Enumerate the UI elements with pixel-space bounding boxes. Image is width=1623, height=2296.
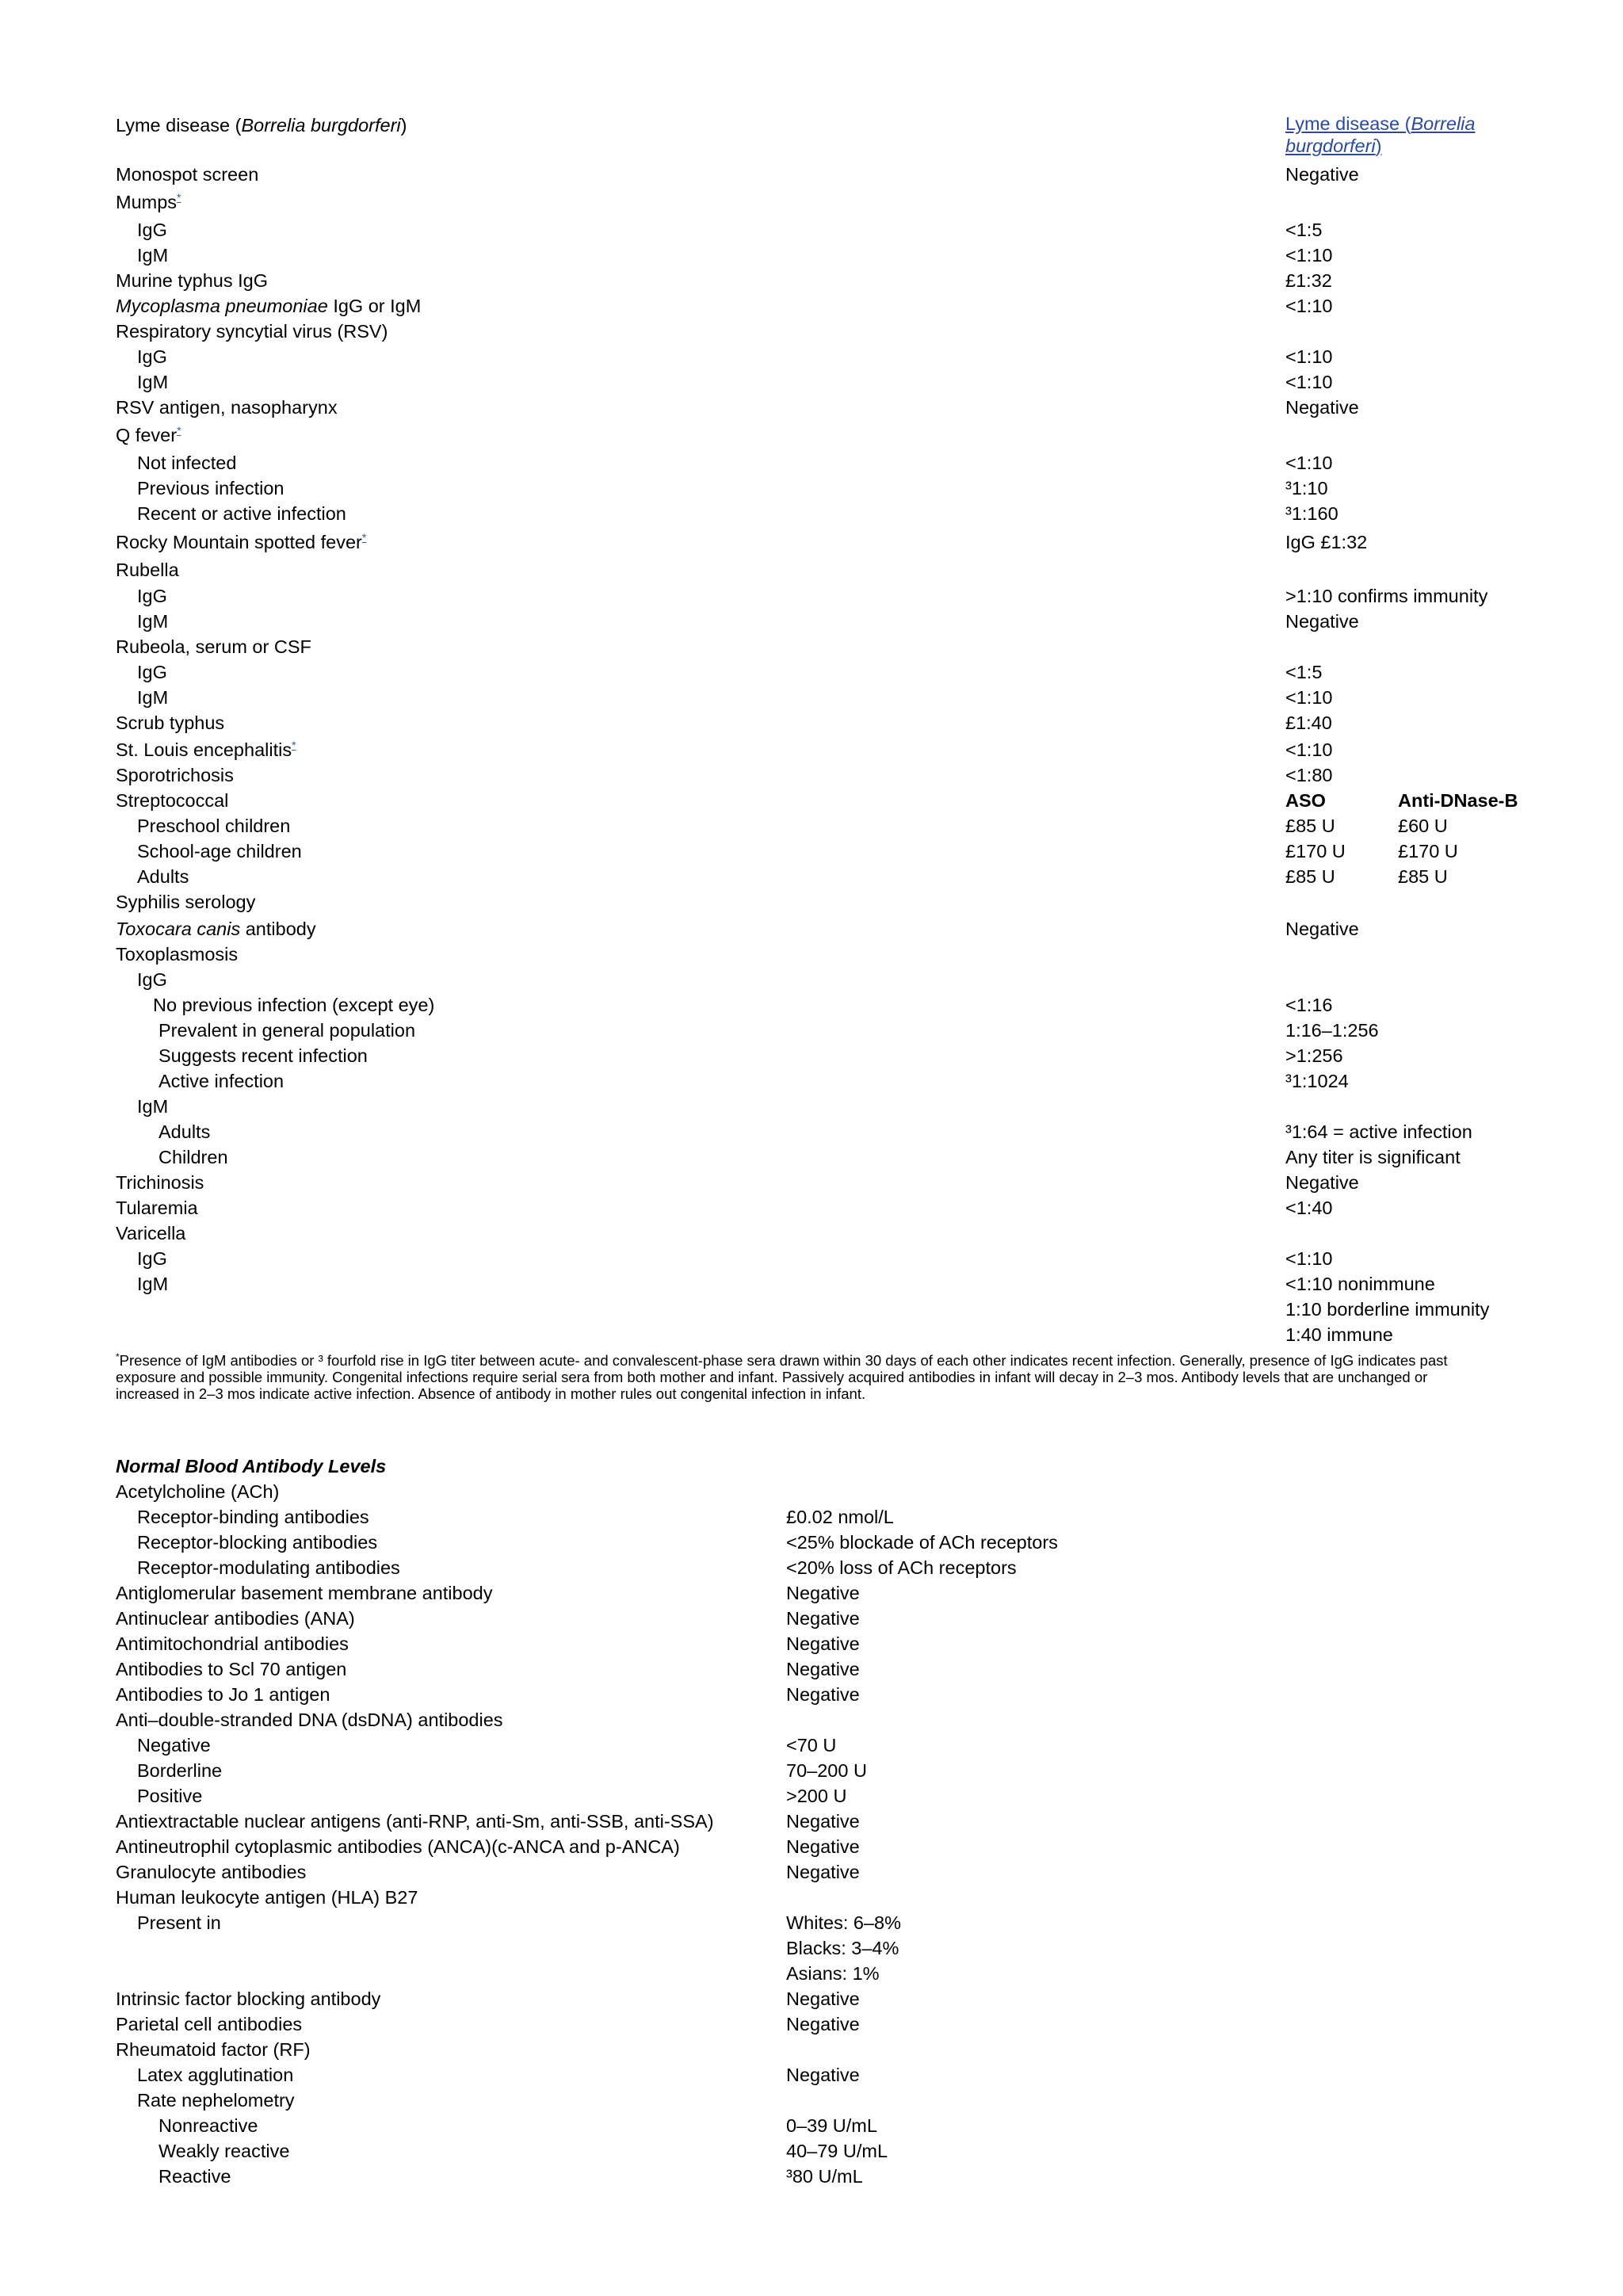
row-label: Rocky Mountain spotted fever* — [116, 531, 367, 552]
table-row — [116, 659, 1542, 685]
row-label: Acetylcholine (ACh) — [116, 1481, 280, 1502]
row-label: Mycoplasma pneumoniae IgG or IgM — [116, 296, 422, 316]
table-row — [116, 1018, 1542, 1043]
row-label: Prevalent in general population — [158, 1020, 416, 1041]
table-row — [116, 1068, 1542, 1094]
footnote-marker: * — [116, 1350, 120, 1362]
row-label: IgM — [137, 687, 169, 708]
table-row — [116, 967, 1542, 992]
row-value: 70–200 U — [786, 1760, 867, 1781]
row-label: Anti–double-stranded DNA (dsDNA) antibodies — [116, 1710, 503, 1730]
table-row — [116, 268, 1542, 293]
table-row — [116, 1119, 1542, 1144]
row-value: Negative — [1285, 611, 1359, 632]
column-header-aso: ASO — [1285, 790, 1326, 811]
row-label: IgG — [137, 586, 167, 606]
footnote-text: Presence of IgM antibodies or ³ fourfold rise in IgG titer between acute- and convalescent-phase sera drawn within 30 days of each other indicates recent infection. Generally, presence of IgG indicates past exposure and possible immunity. Congenital infections require serial sera from both mother and infant. Passively acquired antibodies in infant will decay in 2–3 mos. Antibody levels that are unchanged or increased in 2–3 mos indicate active infection. Absence of antibody in mother rules out congenital infection in infant. — [116, 1352, 1448, 1402]
row-value: Negative — [786, 1608, 860, 1629]
row-label: Antineutrophil cytoplasmic antibodies (ANCA)(c-ANCA and p-ANCA) — [116, 1836, 680, 1857]
table-row — [116, 813, 1542, 839]
footnote — [116, 1352, 1495, 1402]
row-value: <1:10 — [1285, 739, 1333, 760]
row-label: No previous infection (except eye) — [153, 995, 435, 1015]
row-label: Q fever* — [116, 424, 181, 445]
footnote-link[interactable]: * — [177, 424, 181, 437]
row-label: IgM — [137, 611, 169, 632]
row-label: Children — [158, 1147, 228, 1167]
table-row — [116, 1707, 1542, 1733]
row-label: Granulocyte antibodies — [116, 1862, 307, 1882]
row-label: IgM — [137, 1274, 169, 1294]
table-row — [116, 609, 1542, 634]
row-value: <70 U — [786, 1735, 837, 1755]
row-label: Human leukocyte antigen (HLA) B27 — [116, 1887, 418, 1908]
table-row — [116, 992, 1542, 1018]
table-row — [116, 1631, 1542, 1656]
table-row — [116, 1144, 1542, 1170]
table-row — [116, 243, 1542, 268]
table-row — [116, 450, 1542, 476]
section-title: Normal Blood Antibody Levels — [116, 1456, 387, 1477]
row-label: Preschool children — [137, 816, 291, 836]
row-value: Negative — [786, 1988, 860, 2009]
row-label: Respiratory syncytial virus (RSV) — [116, 321, 388, 342]
footnote-link[interactable]: * — [361, 531, 367, 544]
table-row — [116, 113, 1542, 160]
table-row — [116, 1555, 1542, 1580]
row-label: Adults — [137, 866, 189, 887]
row-label: Monospot screen — [116, 164, 259, 185]
table-row — [116, 529, 1542, 555]
table-row — [116, 1297, 1542, 1322]
table-row — [116, 1859, 1542, 1885]
table-row — [116, 1504, 1542, 1530]
row-value-2: £85 U — [1398, 866, 1448, 887]
row-label: Positive — [137, 1786, 203, 1806]
row-value: Negative — [786, 1684, 860, 1705]
table-row — [116, 916, 1542, 942]
table-row — [116, 1221, 1542, 1246]
table-row — [116, 685, 1542, 710]
table-row — [116, 1935, 1542, 1961]
row-label: Previous infection — [137, 478, 285, 499]
row-label: Antibodies to Scl 70 antigen — [116, 1659, 347, 1679]
row-label: IgG — [137, 969, 167, 990]
table-row — [116, 634, 1542, 659]
row-label: Present in — [137, 1912, 221, 1933]
row-value: 0–39 U/mL — [786, 2115, 877, 2136]
row-value: £0.02 nmol/L — [786, 1507, 894, 1527]
row-value: <1:16 — [1285, 995, 1333, 1015]
table-row — [116, 162, 1542, 187]
row-value: <20% loss of ACh receptors — [786, 1557, 1017, 1578]
row-value: Negative — [786, 1659, 860, 1679]
row-label: IgM — [137, 245, 169, 266]
row-value: IgG £1:32 — [1285, 532, 1368, 552]
row-label: Not infected — [137, 453, 237, 473]
table-row — [116, 217, 1542, 243]
table-row — [116, 501, 1542, 526]
row-value: £1:32 — [1285, 270, 1332, 291]
table-row — [116, 2011, 1542, 2037]
row-value: Negative — [786, 1633, 860, 1654]
table-row — [116, 942, 1542, 967]
row-value: Negative — [1285, 397, 1359, 418]
row-value: Negative — [786, 1836, 860, 1857]
row-label: Antiextractable nuclear antigens (anti-RNP, anti-Sm, anti-SSB, anti-SSA) — [116, 1811, 714, 1832]
table-row — [116, 2138, 1542, 2164]
table-row — [116, 1961, 1542, 1986]
table-row — [116, 1322, 1542, 1347]
table-row — [116, 762, 1542, 788]
row-value: ³1:64 = active infection — [1285, 1121, 1472, 1142]
table-row — [116, 1246, 1542, 1271]
row-value: <1:10 — [1285, 346, 1333, 367]
table-row — [116, 889, 1542, 915]
row-label: IgM — [137, 372, 169, 392]
table-row — [116, 1809, 1542, 1834]
row-label: Rubella — [116, 560, 179, 580]
row-label: Antibodies to Jo 1 antigen — [116, 1684, 330, 1705]
row-value-2: £60 U — [1398, 816, 1448, 836]
row-label: Suggests recent infection — [158, 1045, 368, 1066]
table-row — [116, 1910, 1542, 1935]
row-label: Recent or active infection — [137, 503, 346, 524]
row-label: RSV antigen, nasopharynx — [116, 397, 338, 418]
row-label: Reactive — [158, 2166, 231, 2187]
row-label: Tularemia — [116, 1198, 198, 1218]
table-row — [116, 2088, 1542, 2113]
table-row — [116, 1094, 1542, 1119]
table-row — [116, 344, 1542, 369]
table-row — [116, 1271, 1542, 1297]
column-header-anti-dnase-b: Anti-DNase-B — [1398, 790, 1518, 811]
row-label: Antiglomerular basement membrane antibody — [116, 1583, 493, 1603]
row-label: Antimitochondrial antibodies — [116, 1633, 349, 1654]
row-label: Mumps* — [116, 191, 181, 212]
row-label: St. Louis encephalitis* — [116, 739, 296, 760]
table-row — [116, 1656, 1542, 1682]
row-value: >1:256 — [1285, 1045, 1343, 1066]
row-value: ³80 U/mL — [786, 2166, 863, 2187]
row-label: School-age children — [137, 841, 302, 861]
row-label: Rate nephelometry — [137, 2090, 295, 2111]
row-label: Scrub typhus — [116, 712, 225, 733]
row-value: <1:80 — [1285, 765, 1333, 785]
table-row — [116, 557, 1542, 583]
row-value: Any titer is significant — [1285, 1147, 1461, 1167]
footnote-link[interactable]: * — [292, 739, 296, 752]
row-label: Sporotrichosis — [116, 765, 234, 785]
lyme-disease-link[interactable]: Lyme disease (Borrelia burgdorferi) — [1285, 113, 1476, 156]
table-row — [116, 1986, 1542, 2011]
row-value: Asians: 1% — [786, 1963, 880, 1984]
table-row — [116, 1682, 1542, 1707]
row-value: <1:10 — [1285, 687, 1333, 708]
row-value: Negative — [786, 2065, 860, 2085]
row-value: <1:40 — [1285, 1198, 1333, 1218]
row-label: Active infection — [158, 1071, 285, 1091]
row-label: IgM — [137, 1096, 169, 1117]
row-value: Negative — [1285, 1172, 1359, 1193]
table-row — [116, 2062, 1542, 2088]
row-label: Receptor-binding antibodies — [137, 1507, 369, 1527]
row-label: Toxocara canis antibody — [116, 919, 316, 939]
row-label: Murine typhus IgG — [116, 270, 269, 291]
table-row — [116, 1758, 1542, 1783]
row-label: Borderline — [137, 1760, 223, 1781]
row-value: <1:10 nonimmune — [1285, 1274, 1435, 1294]
table-row — [116, 369, 1542, 395]
table-row — [116, 839, 1542, 864]
row-value: <1:10 — [1285, 245, 1333, 266]
row-label: Nonreactive — [158, 2115, 258, 2136]
table-row — [116, 293, 1542, 319]
row-value: Whites: 6–8% — [786, 1912, 901, 1933]
row-label: Rheumatoid factor (RF) — [116, 2039, 311, 2060]
row-value: <1:10 — [1285, 453, 1333, 473]
table-row — [116, 1170, 1542, 1195]
table-row — [116, 1479, 1542, 1504]
table-row — [116, 2113, 1542, 2138]
row-label: IgG — [137, 662, 167, 682]
table-row — [116, 476, 1542, 501]
table-row — [116, 583, 1542, 609]
table-row — [116, 395, 1542, 420]
row-value: >200 U — [786, 1786, 847, 1806]
table-row — [116, 864, 1542, 889]
table-row — [116, 2037, 1542, 2062]
row-label: Adults — [158, 1121, 211, 1142]
row-value: ³1:1024 — [1285, 1071, 1349, 1091]
row-label: Rubeola, serum or CSF — [116, 636, 311, 657]
row-value: <25% blockade of ACh receptors — [786, 1532, 1058, 1553]
table-row — [116, 710, 1542, 735]
row-value: Negative — [786, 1862, 860, 1882]
table-row — [116, 1195, 1542, 1221]
row-label: IgG — [137, 346, 167, 367]
table-row — [116, 1834, 1542, 1859]
row-value: £170 U — [1285, 841, 1346, 861]
row-label: IgG — [137, 1248, 167, 1269]
row-label: Varicella — [116, 1223, 186, 1244]
row-value: £85 U — [1285, 866, 1335, 887]
row-value: £1:40 — [1285, 712, 1332, 733]
row-label: Negative — [137, 1735, 211, 1755]
row-label: Toxoplasmosis — [116, 944, 239, 965]
row-label: Intrinsic factor blocking antibody — [116, 1988, 381, 2009]
row-value: 1:10 borderline immunity — [1285, 1299, 1490, 1320]
table-row — [116, 737, 1542, 762]
row-value: Negative — [786, 2014, 860, 2034]
table-row — [116, 1783, 1542, 1809]
table-row — [116, 2164, 1542, 2189]
row-label: Weakly reactive — [158, 2141, 290, 2161]
row-value: 40–79 U/mL — [786, 2141, 888, 2161]
row-label: Trichinosis — [116, 1172, 204, 1193]
row-value: Negative — [786, 1583, 860, 1603]
row-value: >1:10 confirms immunity — [1285, 586, 1488, 606]
table-row — [116, 1043, 1542, 1068]
table-row — [116, 319, 1542, 344]
row-value: ³1:160 — [1285, 503, 1338, 524]
row-value: <1:5 — [1285, 220, 1323, 240]
table-row — [116, 788, 1542, 813]
row-label: Parietal cell antibodies — [116, 2014, 303, 2034]
table-row — [116, 1606, 1542, 1631]
row-value-2: £170 U — [1398, 841, 1458, 861]
row-label: Lyme disease (Borrelia burgdorferi) — [116, 115, 407, 136]
row-value: 1:40 immune — [1285, 1324, 1393, 1345]
row-value: <1:5 — [1285, 662, 1323, 682]
row-value: ³1:10 — [1285, 478, 1328, 499]
row-label: Receptor-blocking antibodies — [137, 1532, 378, 1553]
table-row — [116, 189, 1542, 215]
row-value: 1:16–1:256 — [1285, 1020, 1379, 1041]
row-label: Receptor-modulating antibodies — [137, 1557, 400, 1578]
row-value: <1:10 — [1285, 1248, 1333, 1269]
row-label: Streptococcal — [116, 790, 229, 811]
row-value: <1:10 — [1285, 372, 1333, 392]
row-value: Blacks: 3–4% — [786, 1938, 899, 1958]
row-value: Negative — [1285, 164, 1359, 185]
row-value: £85 U — [1285, 816, 1335, 836]
footnote-link[interactable]: * — [177, 191, 181, 204]
row-label: Antinuclear antibodies (ANA) — [116, 1608, 355, 1629]
table-row — [116, 1733, 1542, 1758]
table-row — [116, 1580, 1542, 1606]
table-row — [116, 1885, 1542, 1910]
row-value: Negative — [786, 1811, 860, 1832]
table-row — [116, 422, 1542, 448]
row-label: Syphilis serology — [116, 892, 256, 912]
table-row — [116, 1530, 1542, 1555]
row-label: Latex agglutination — [137, 2065, 294, 2085]
row-value: Negative — [1285, 919, 1359, 939]
row-label: IgG — [137, 220, 167, 240]
row-value: <1:10 — [1285, 296, 1333, 316]
